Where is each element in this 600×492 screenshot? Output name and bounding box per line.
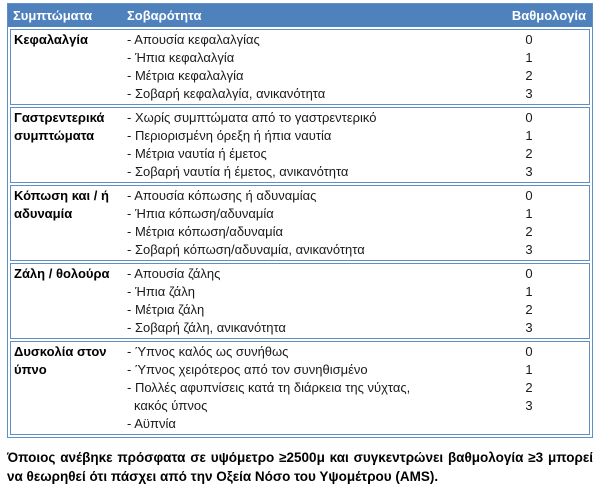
column-header-symptoms: Συμπτώματα: [13, 8, 93, 23]
score-value: 1: [525, 362, 533, 377]
score-value: 0: [525, 344, 533, 359]
severity-text: - Απουσία κεφαλαλγίας: [127, 32, 260, 47]
table-row-group: [10, 29, 590, 105]
severity-text: - Μέτρια κεφαλαλγία: [127, 68, 244, 83]
severity-text: - Σοβαρή κεφαλαλγία, ανικανότητα: [127, 86, 326, 101]
severity-text: - Μέτρια κόπωση/αδυναμία: [127, 224, 284, 239]
score-value: 1: [525, 284, 533, 299]
score-list: [469, 342, 589, 434]
score-value: 3: [525, 398, 533, 413]
table-row-group: [10, 185, 590, 261]
score-list: [469, 186, 589, 260]
score-value: 0: [525, 188, 533, 203]
score-value: 2: [525, 224, 533, 239]
symptom-name: Ζάλη / θολούρα: [14, 266, 110, 281]
score-value: [469, 415, 589, 433]
ams-diagnosis-note: Όποιος ανέβηκε πρόσφατα σε υψόμετρο ≥2500μ και συγκεντρώνει βαθμολογία ≥3 μπορεί να θεωρηθεί ότι πάσχει από την Οξεία Νόσο του Υψομέτρου (AMS).: [7, 450, 593, 484]
severity-text: - Ήπια κόπωση/αδυναμία: [127, 206, 274, 221]
score-list: [469, 264, 589, 338]
score-value: 1: [525, 128, 533, 143]
severity-text: - Ήπια κεφαλαλγία: [127, 50, 235, 65]
severity-text: - Ήπια ζάλη: [127, 284, 195, 299]
severity-list: [127, 30, 469, 104]
severity-text: - Μέτρια ναυτία ή έμετος: [127, 146, 267, 161]
score-value: 3: [525, 320, 533, 335]
table-body: [8, 27, 592, 437]
severity-list: [127, 264, 469, 338]
ams-score-table: [7, 3, 593, 438]
table-row-group: [10, 107, 590, 183]
score-value: 2: [525, 68, 533, 83]
score-list: [469, 108, 589, 182]
symptom-name: Δυσκολία στον ύπνο: [14, 344, 107, 377]
severity-list: [127, 342, 469, 434]
score-value: 0: [525, 266, 533, 281]
severity-list: [127, 186, 469, 260]
severity-text: - Απουσία κόπωσης ή αδυναμίας: [127, 188, 317, 203]
severity-text: - Σοβαρή κόπωση/αδυναμία, ανικανότητα: [127, 242, 365, 257]
score-value: 0: [525, 110, 533, 125]
column-header-score: Βαθμολογία: [511, 8, 586, 23]
severity-text: - Ύπνος χειρότερος από τον συνηθισμένο: [127, 362, 368, 377]
symptom-name: Γαστρεντερικά συμπτώματα: [14, 110, 105, 143]
score-value: 1: [525, 206, 533, 221]
table-row-group: [10, 263, 590, 339]
severity-text: - Περιορισμένη όρεξη ή ήπια ναυτία: [127, 128, 332, 143]
symptom-name: Κεφαλαλγία: [14, 32, 88, 47]
severity-text: - Αϋπνία: [127, 416, 176, 431]
score-value: 3: [525, 86, 533, 101]
severity-text: - Πολλές αφυπνίσεις κατά τη διάρκεια της νύχτας,: [127, 380, 411, 395]
score-value: 0: [525, 32, 533, 47]
score-value: 1: [525, 50, 533, 65]
severity-text: - Απουσία ζάλης: [127, 266, 221, 281]
severity-text: - Σοβαρή ζάλη, ανικανότητα: [127, 320, 286, 335]
score-value: 2: [525, 380, 533, 395]
column-header-severity: Σοβαρότητα: [127, 8, 202, 23]
severity-text: - Χωρίς συμπτώματα από το γαστρεντερικό: [127, 110, 377, 125]
severity-text: - Σοβαρή ναυτία ή έμετος, ανικανότητα: [127, 164, 349, 179]
score-value: 3: [525, 242, 533, 257]
score-value: 3: [525, 164, 533, 179]
table-row-group: [10, 341, 590, 435]
score-value: 2: [525, 146, 533, 161]
severity-list: [127, 108, 469, 182]
severity-text: - Μέτρια ζάλη: [127, 302, 205, 317]
symptom-name: Κόπωση και / ή αδυναμία: [14, 188, 109, 221]
score-value: 2: [525, 302, 533, 317]
severity-text: κακός ύπνος: [134, 398, 208, 413]
table-header-row: [8, 4, 592, 27]
score-list: [469, 30, 589, 104]
severity-text: - Ύπνος καλός ως συνήθως: [127, 344, 289, 359]
